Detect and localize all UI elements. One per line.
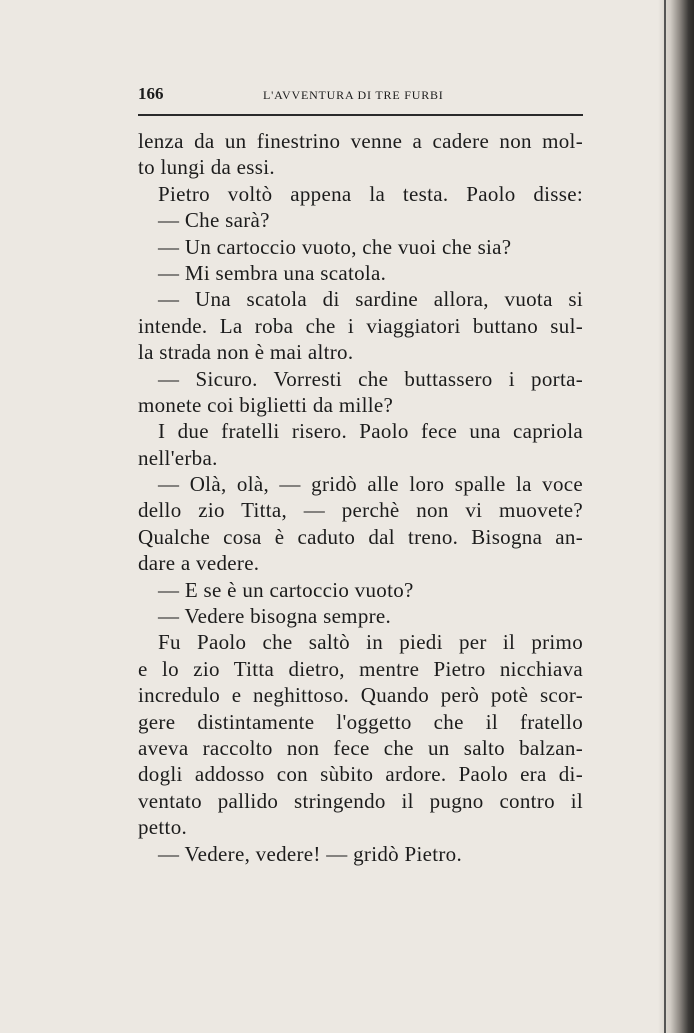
text-line: Pietro voltò appena la testa. Paolo disse:	[158, 181, 583, 206]
text-line: incredulo e neghittoso. Quando però potè scor-	[138, 683, 583, 708]
text-line: — Sicuro. Vorresti che buttassero i porta-	[158, 366, 583, 391]
text-line: — Mi sembra una scatola.	[158, 260, 387, 285]
running-title: L'AVVENTURA DI TRE FURBI	[263, 88, 444, 102]
text-line: gere distintamente l'oggetto che il fratello	[138, 709, 583, 734]
running-header	[138, 80, 583, 120]
text-line: lenza da un finestrino venne a cadere non mol-	[138, 129, 583, 153]
text-line: to lungi da essi.	[138, 155, 275, 180]
text-line: — Vedere, vedere! — gridò Pietro.	[158, 841, 463, 866]
text-line: dello zio Titta, — perchè non vi muovete?	[138, 498, 583, 523]
text-line: dare a vedere.	[138, 551, 260, 576]
body-text	[138, 128, 583, 867]
text-line: — E se è un cartoccio vuoto?	[158, 577, 414, 602]
text-line: monete coi biglietti da mille?	[138, 392, 394, 417]
text-line: nell'erba.	[138, 445, 218, 470]
text-line: la strada non è mai altro.	[138, 340, 354, 365]
text-line: — Vedere bisogna sempre.	[158, 604, 392, 629]
text-line: aveva raccolto non fece che un salto balzan-	[138, 735, 583, 760]
header-rule	[138, 114, 583, 116]
page-edge-line	[664, 0, 666, 1033]
page-number: 166	[138, 84, 164, 103]
text-line: dogli addosso con sùbito ardore. Paolo era di-	[138, 762, 583, 787]
text-line: Fu Paolo che saltò in piedi per il primo	[158, 630, 583, 655]
text-line: — Un cartoccio vuoto, che vuoi che sia?	[158, 234, 512, 259]
text-line: — Che sarà?	[158, 208, 270, 233]
text-line: ventato pallido stringendo il pugno contro il	[138, 788, 583, 813]
text-line: petto.	[138, 815, 188, 840]
text-line: Qualche cosa è caduto dal treno. Bisogna an-	[138, 524, 583, 549]
text-line: I due fratelli risero. Paolo fece una capriola	[158, 419, 583, 444]
text-line: — Una scatola di sardine allora, vuota si	[158, 287, 583, 312]
text-line: e lo zio Titta dietro, mentre Pietro nicchiava	[138, 656, 583, 681]
text-line: intende. La roba che i viaggiatori buttano sul-	[138, 313, 583, 338]
text-line: — Olà, olà, — gridò alle loro spalle la voce	[158, 472, 583, 497]
